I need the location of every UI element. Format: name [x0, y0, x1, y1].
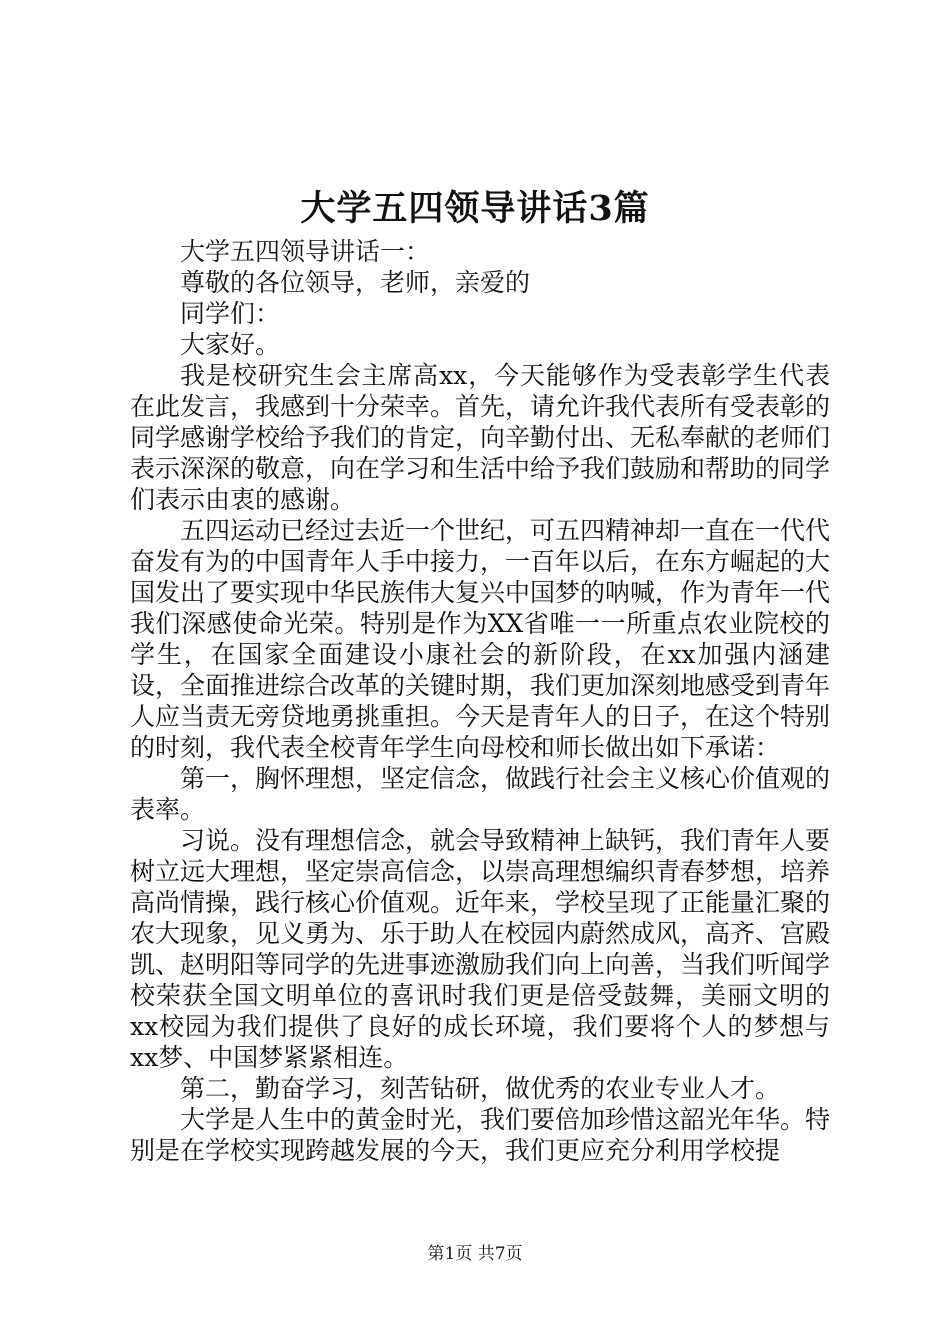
paragraph: 第一，胸怀理想，坚定信念，做践行社会主义核心价值观的表率。 [130, 764, 831, 824]
paragraph: 同学们： [180, 299, 281, 328]
paragraph: 大家好。 [180, 330, 281, 359]
document-title: 大学五四领导讲话3篇 [300, 188, 650, 229]
paragraph: 大学五四领导讲话一： [180, 237, 431, 266]
page-footer: 第1页 共7页 [427, 1244, 523, 1264]
paragraph: 尊敬的各位领导，老师，亲爱的 [180, 268, 531, 297]
paragraph: 五四运动已经过去近一个世纪，可五四精神却一直在一代代奋发有为的中国青年人手中接力，一百年以后，在东方崛起的大国发出了要实现中华民族伟大复兴中国梦的呐喊，作为青年一代我们深感使命光荣。特别是作为XX省唯一一所重点农业院校的学生，在国家全面建设小康社会的新阶段，在xx加强内涵建设，全面推进综合改革的关键时期，我们更加深刻地感受到青年人应当责无旁贷地勇挑重担。今天是青年人的日子，在这个特别的时刻，我代表全校青年学生向母校和师长做出如下承诺： [130, 516, 831, 762]
paragraph: 习说。没有理想信念，就会导致精神上缺钙，我们青年人要树立远大理想，坚定崇高信念，以崇高理想编织青春梦想，培养高尚情操，践行核心价值观。近年来，学校呈现了正能量汇聚的农大现象，见义勇为、乐于助人在校园内蔚然成风，高齐、宫殿凯、赵明阳等同学的先进事迹激励我们向上向善，当我们听闻学校荣获全国文明单位的喜讯时我们更是倍受鼓舞，美丽文明的xx校园为我们提供了良好的成长环境，我们要将个人的梦想与xx梦、中国梦紧紧相连。 [130, 826, 831, 1072]
paragraph: 大学是人生中的黄金时光，我们要倍加珍惜这韶光年华。特别是在学校实现跨越发展的今天，我们更应充分利用学校提 [130, 1105, 831, 1165]
paragraph: 第二，勤奋学习，刻苦钻研，做优秀的农业专业人才。 [180, 1074, 781, 1103]
paragraph: 我是校研究生会主席高xx，今天能够作为受表彰学生代表在此发言，我感到十分荣幸。首先，请允许我代表所有受表彰的同学感谢学校给予我们的肯定，向辛勤付出、无私奉献的老师们表示深深的敬意，向在学习和生活中给予我们鼓励和帮助的同学们表示由衷的感谢。 [130, 361, 831, 514]
document-body [130, 236, 830, 1166]
